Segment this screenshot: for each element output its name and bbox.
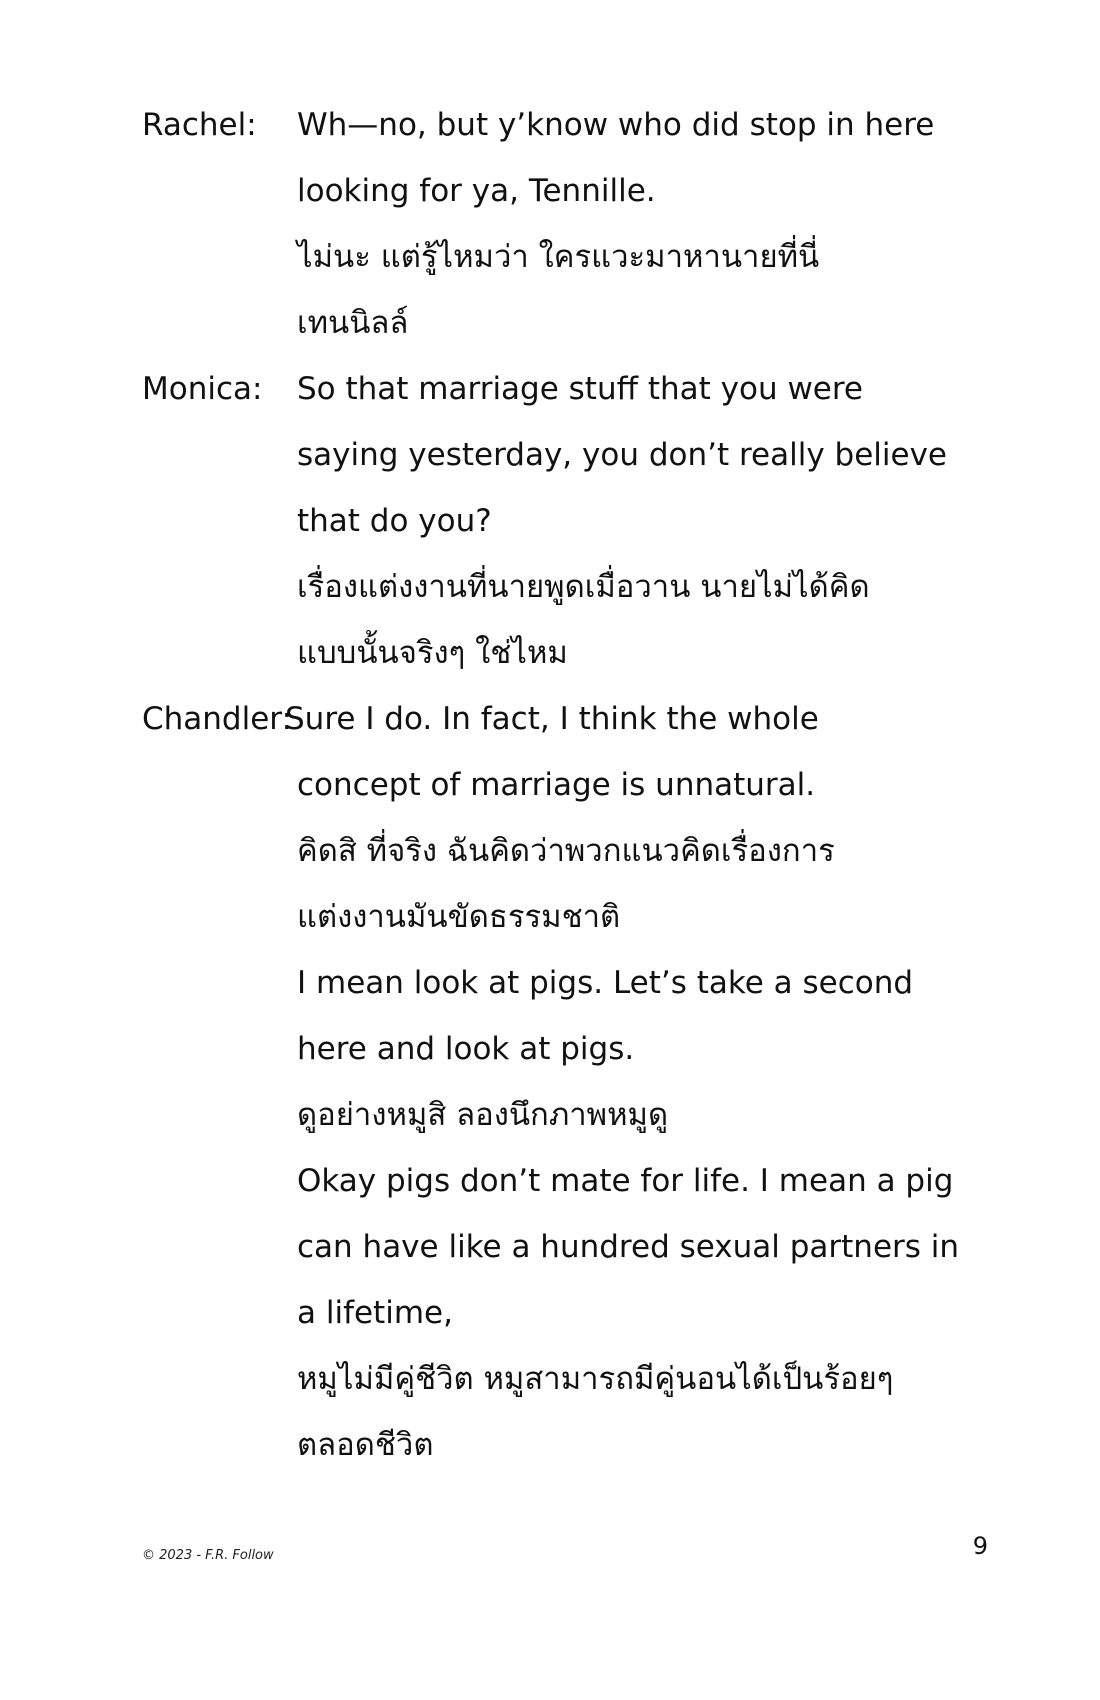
dialogue-script [142,92,1022,1478]
dialogue-line-thai: แต่งงานมันขัดธรรมชาติ [297,899,621,935]
dialogue-line-thai: เรื่องแต่งงานที่นายพูดเมื่อวาน นายไม่ได้คิด [297,569,870,605]
dialogue-line: concept of marriage is unnatural. [297,767,816,803]
dialogue-lines [285,686,1022,1478]
dialogue-line: that do you? [297,503,492,539]
speaker-name: Rachel: [142,107,257,143]
dialogue-line: can have like a hundred sexual partners in [297,1229,960,1265]
dialogue-line: saying yesterday, you don’t really believe [297,437,948,473]
dialogue-line: here and look at pigs. [297,1031,635,1067]
dialogue-line-thai: หมูไม่มีคู่ชีวิต หมูสามารถมีคู่นอนได้เป็นร้อยๆ [297,1361,894,1397]
dialogue-line-thai: เทนนิลล์ [297,305,409,341]
dialogue-entry-chandler [142,686,1022,1478]
dialogue-line: looking for ya, Tennille. [297,173,656,209]
dialogue-lines [297,356,1022,686]
speaker-name: Monica: [142,371,263,407]
dialogue-line-thai: ไม่นะ แต่รู้ไหมว่า ใครแวะมาหานายที่นี่ [297,239,820,275]
dialogue-line: So that marriage stuff that you were [297,371,864,407]
dialogue-line: I mean look at pigs. Let’s take a second [297,965,914,1001]
dialogue-line: Sure I do. In fact, I think the whole [285,701,819,737]
dialogue-line-thai: ตลอดชีวิต [297,1427,434,1463]
dialogue-line-thai: ดูอย่างหมูสิ ลองนึกภาพหมูดู [297,1097,669,1133]
dialogue-line: Wh—no, but y’know who did stop in here [297,107,935,143]
dialogue-entry-monica [142,356,1022,686]
speaker-name: Chandler: [142,701,292,737]
dialogue-entry-rachel [142,92,1022,356]
page-number: 9 [972,1532,988,1560]
dialogue-line-thai: คิดสิ ที่จริง ฉันคิดว่าพวกแนวคิดเรื่องการ [297,833,835,869]
dialogue-lines [297,92,1022,356]
dialogue-line: a lifetime, [297,1295,453,1331]
dialogue-line-thai: แบบนั้นจริงๆ ใช่ไหม [297,635,568,671]
copyright-notice: © 2023 - F.R. Follow [142,1548,274,1563]
dialogue-line: Okay pigs don’t mate for life. I mean a pig [297,1163,954,1199]
